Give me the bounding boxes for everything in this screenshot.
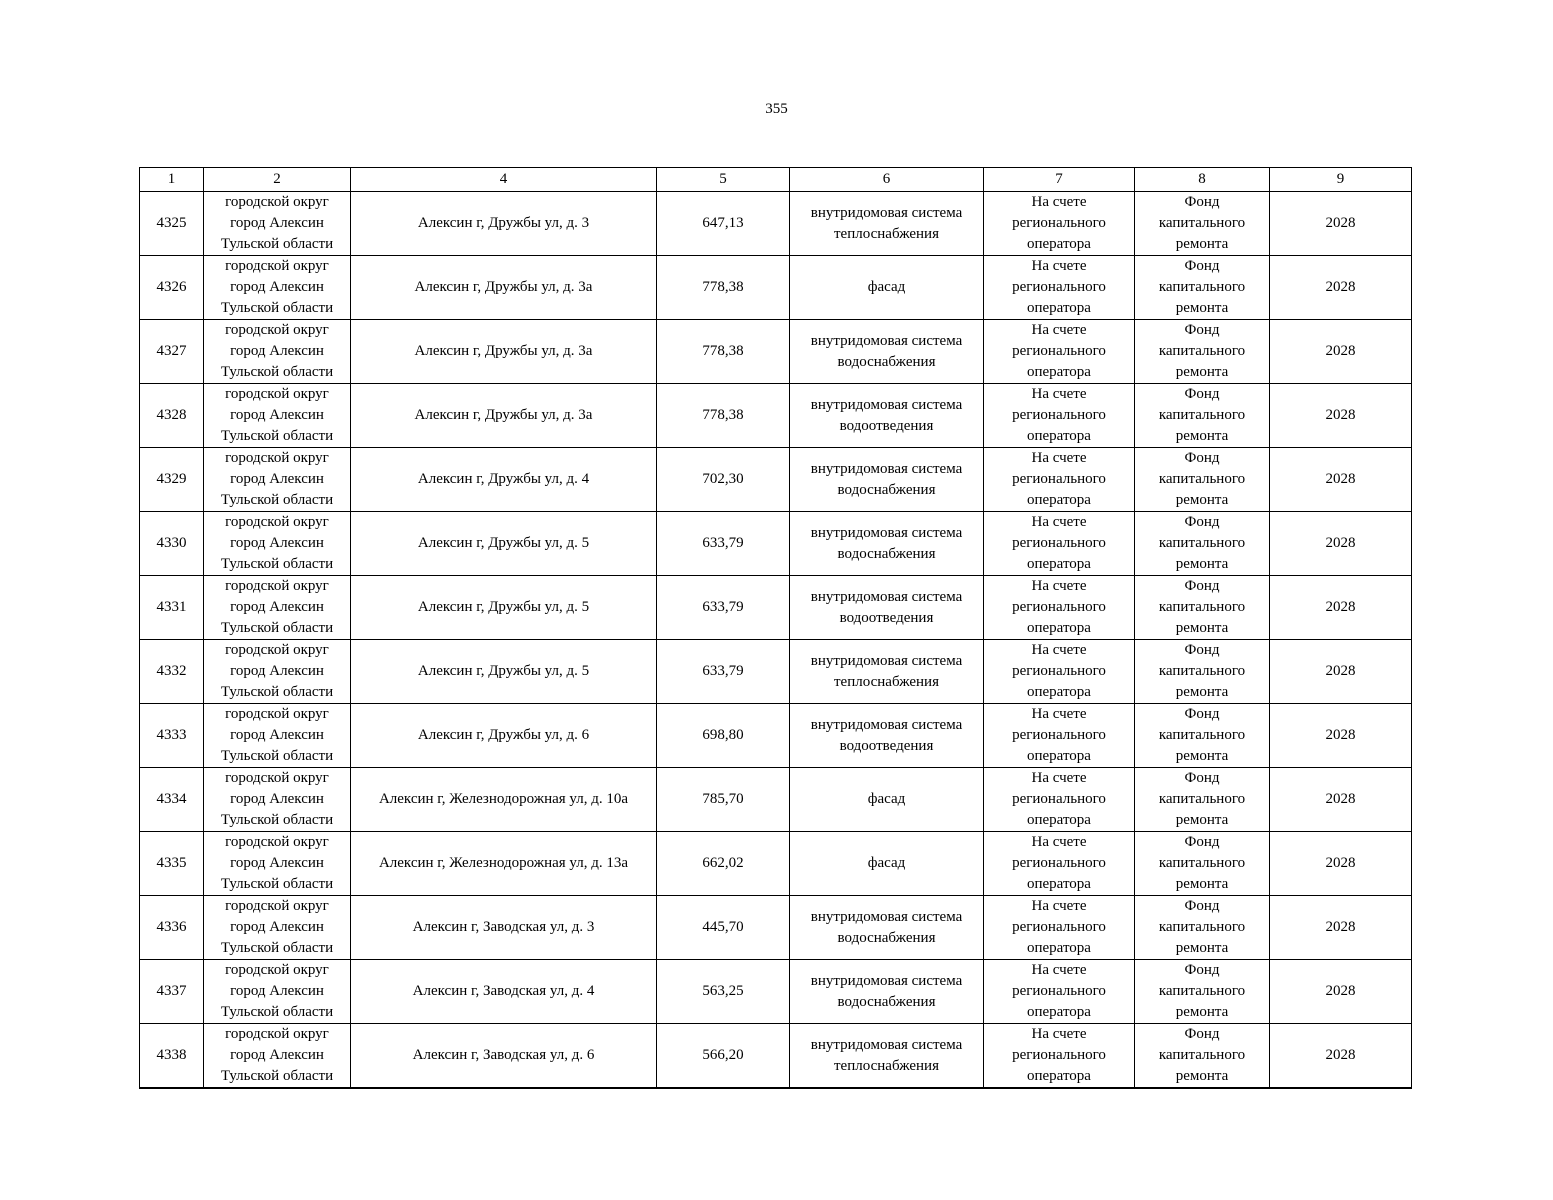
table-row <box>140 960 1412 1024</box>
funding-source-cell-line: ремонта <box>1175 684 1229 700</box>
account-method-cell <box>984 704 1135 768</box>
account-method-cell-line: регионального <box>1012 535 1106 551</box>
municipality-cell-line: город Алексин <box>230 215 324 231</box>
work-type-cell-line: водоотведения <box>839 417 934 434</box>
funding-source-cell-line: ремонта <box>1175 940 1229 956</box>
funding-source-cell <box>1135 1024 1270 1089</box>
account-method-cell-line: регионального <box>1012 1047 1106 1063</box>
municipality-cell-line: городской округ <box>225 578 329 594</box>
funding-source-cell-line: капитального <box>1158 1047 1246 1063</box>
table-row <box>140 320 1412 384</box>
address-cell: Алексин г, Дружбы ул, д. 3 <box>351 192 657 256</box>
municipality-cell <box>204 320 351 384</box>
year-cell: 2028 <box>1270 640 1412 704</box>
funding-source-cell <box>1135 896 1270 960</box>
municipality-cell-line: Тульской области <box>220 876 334 892</box>
municipality-cell-line: Тульской области <box>220 492 334 508</box>
municipality-cell-line: Тульской области <box>220 748 334 764</box>
municipality-cell-line: городской округ <box>225 194 329 210</box>
funding-source-cell-line: ремонта <box>1175 556 1229 572</box>
municipality-cell <box>204 576 351 640</box>
municipality-cell <box>204 768 351 832</box>
work-type-cell <box>790 576 984 640</box>
account-method-cell-line: оператора <box>1027 1004 1091 1020</box>
funding-source-cell-line: ремонта <box>1175 748 1229 764</box>
address-cell: Алексин г, Дружбы ул, д. 5 <box>351 640 657 704</box>
account-method-cell <box>984 768 1135 832</box>
row-number-cell: 4329 <box>140 448 204 512</box>
work-type-cell <box>790 896 984 960</box>
municipality-cell-line: городской округ <box>225 258 329 274</box>
funding-source-cell-line: Фонд <box>1184 194 1220 210</box>
column-header: 7 <box>984 168 1135 192</box>
work-type-cell-line: внутридомовая система <box>810 332 963 349</box>
municipality-cell <box>204 448 351 512</box>
work-type-cell-line: водоснабжения <box>837 481 936 498</box>
funding-source-cell <box>1135 192 1270 256</box>
table-row <box>140 832 1412 896</box>
page-number: 355 <box>765 101 788 117</box>
row-number-cell: 4336 <box>140 896 204 960</box>
area-cell: 445,70 <box>657 896 790 960</box>
account-method-cell-line: оператора <box>1027 620 1091 636</box>
work-type-cell-line: внутридомовая система <box>810 460 963 477</box>
municipality-cell-line: Тульской области <box>220 684 334 700</box>
account-method-cell-line: На счете <box>1031 578 1087 594</box>
table-row <box>140 768 1412 832</box>
municipality-cell <box>204 704 351 768</box>
municipality-cell-line: город Алексин <box>230 535 324 551</box>
funding-source-cell-line: Фонд <box>1184 322 1220 338</box>
work-type-cell-line: водоснабжения <box>837 993 936 1010</box>
account-method-cell-line: регионального <box>1012 727 1106 743</box>
account-method-cell-line: На счете <box>1031 1026 1087 1042</box>
year-cell: 2028 <box>1270 1024 1412 1089</box>
account-method-cell <box>984 512 1135 576</box>
funding-source-cell <box>1135 832 1270 896</box>
account-method-cell <box>984 640 1135 704</box>
column-header: 5 <box>657 168 790 192</box>
work-type-cell-line: водоотведения <box>839 737 934 754</box>
column-header: 2 <box>204 168 351 192</box>
municipality-cell <box>204 960 351 1024</box>
year-cell: 2028 <box>1270 448 1412 512</box>
funding-source-cell <box>1135 704 1270 768</box>
address-cell: Алексин г, Дружбы ул, д. 4 <box>351 448 657 512</box>
municipality-cell-line: городской округ <box>225 834 329 850</box>
municipality-cell <box>204 832 351 896</box>
funding-source-cell-line: ремонта <box>1175 1068 1229 1084</box>
account-method-cell-line: регионального <box>1012 919 1106 935</box>
work-type-cell-line: фасад <box>867 279 906 295</box>
account-method-cell-line: оператора <box>1027 556 1091 572</box>
municipality-cell-line: Тульской области <box>220 428 334 444</box>
column-header: 1 <box>140 168 204 192</box>
row-number-cell: 4330 <box>140 512 204 576</box>
account-method-cell <box>984 576 1135 640</box>
account-method-cell-line: регионального <box>1012 791 1106 807</box>
municipality-cell-line: город Алексин <box>230 855 324 871</box>
account-method-cell-line: регионального <box>1012 599 1106 615</box>
work-type-cell-line: водоснабжения <box>837 545 936 562</box>
account-method-cell-line: оператора <box>1027 684 1091 700</box>
municipality-cell-line: городской округ <box>225 1026 329 1042</box>
funding-source-cell-line: ремонта <box>1175 812 1229 828</box>
year-cell: 2028 <box>1270 384 1412 448</box>
municipality-cell-line: городской округ <box>225 386 329 402</box>
municipality-cell-line: город Алексин <box>230 727 324 743</box>
municipality-cell-line: городской округ <box>225 770 329 786</box>
column-header: 8 <box>1135 168 1270 192</box>
funding-source-cell-line: ремонта <box>1175 492 1229 508</box>
work-type-cell <box>790 192 984 256</box>
funding-source-cell-line: Фонд <box>1184 450 1220 466</box>
municipality-cell-line: город Алексин <box>230 1047 324 1063</box>
municipality-cell-line: город Алексин <box>230 663 324 679</box>
account-method-cell <box>984 256 1135 320</box>
funding-source-cell-line: капитального <box>1158 343 1246 359</box>
row-number-cell: 4334 <box>140 768 204 832</box>
funding-source-cell <box>1135 256 1270 320</box>
municipality-cell <box>204 384 351 448</box>
work-type-cell-line: водоснабжения <box>837 929 936 946</box>
municipality-cell-line: Тульской области <box>220 940 334 956</box>
column-header: 4 <box>351 168 657 192</box>
address-cell: Алексин г, Дружбы ул, д. 6 <box>351 704 657 768</box>
funding-source-cell-line: ремонта <box>1175 1004 1229 1020</box>
area-cell: 778,38 <box>657 320 790 384</box>
header-row <box>140 168 1412 192</box>
account-method-cell-line: оператора <box>1027 812 1091 828</box>
funding-source-cell-line: ремонта <box>1175 300 1229 316</box>
area-cell: 633,79 <box>657 576 790 640</box>
account-method-cell-line: На счете <box>1031 514 1087 530</box>
area-cell: 778,38 <box>657 256 790 320</box>
year-cell: 2028 <box>1270 576 1412 640</box>
table-row <box>140 512 1412 576</box>
table-row <box>140 256 1412 320</box>
address-cell: Алексин г, Железнодорожная ул, д. 13а <box>351 832 657 896</box>
account-method-cell <box>984 320 1135 384</box>
account-method-cell-line: На счете <box>1031 194 1087 210</box>
account-method-cell-line: регионального <box>1012 663 1106 679</box>
column-header: 6 <box>790 168 984 192</box>
row-number-cell: 4327 <box>140 320 204 384</box>
row-number-cell: 4337 <box>140 960 204 1024</box>
funding-source-cell <box>1135 512 1270 576</box>
municipality-cell-line: городской округ <box>225 962 329 978</box>
row-number-cell: 4335 <box>140 832 204 896</box>
work-type-cell-line: теплоснабжения <box>834 225 939 242</box>
table-row <box>140 1024 1412 1089</box>
account-method-cell-line: оператора <box>1027 428 1091 444</box>
account-method-cell-line: регионального <box>1012 471 1106 487</box>
account-method-cell-line: На счете <box>1031 898 1087 914</box>
table-row <box>140 704 1412 768</box>
account-method-cell-line: оператора <box>1027 236 1091 252</box>
area-cell: 633,79 <box>657 640 790 704</box>
funding-source-cell-line: Фонд <box>1184 386 1220 402</box>
municipality-cell <box>204 1024 351 1089</box>
table-row <box>140 896 1412 960</box>
year-cell: 2028 <box>1270 256 1412 320</box>
funding-source-cell-line: капитального <box>1158 791 1246 807</box>
municipality-cell-line: городской округ <box>225 514 329 530</box>
account-method-cell-line: На счете <box>1031 706 1087 722</box>
account-method-cell <box>984 448 1135 512</box>
funding-source-cell-line: капитального <box>1158 535 1246 551</box>
municipality-cell <box>204 256 351 320</box>
municipality-cell-line: городской округ <box>225 322 329 338</box>
work-type-cell-line: фасад <box>867 855 906 871</box>
work-type-cell-line: внутридомовая система <box>810 652 963 669</box>
row-number-cell: 4333 <box>140 704 204 768</box>
work-type-cell-line: внутридомовая система <box>810 716 963 733</box>
municipality-cell <box>204 512 351 576</box>
account-method-cell <box>984 384 1135 448</box>
municipality-cell-line: Тульской области <box>220 300 334 316</box>
municipality-cell-line: город Алексин <box>230 599 324 615</box>
account-method-cell <box>984 896 1135 960</box>
funding-source-cell <box>1135 640 1270 704</box>
funding-source-cell-line: ремонта <box>1175 236 1229 252</box>
row-number-cell: 4338 <box>140 1024 204 1089</box>
account-method-cell-line: оператора <box>1027 364 1091 380</box>
area-cell: 566,20 <box>657 1024 790 1089</box>
table-row <box>140 576 1412 640</box>
municipality-cell-line: Тульской области <box>220 812 334 828</box>
account-method-cell <box>984 960 1135 1024</box>
municipality-cell-line: Тульской области <box>220 556 334 572</box>
work-type-cell <box>790 768 984 832</box>
funding-source-cell-line: капитального <box>1158 983 1246 999</box>
municipality-cell-line: город Алексин <box>230 791 324 807</box>
address-cell: Алексин г, Заводская ул, д. 6 <box>351 1024 657 1089</box>
work-type-cell <box>790 512 984 576</box>
funding-source-cell-line: Фонд <box>1184 514 1220 530</box>
funding-source-cell-line: Фонд <box>1184 706 1220 722</box>
account-method-cell-line: регионального <box>1012 983 1106 999</box>
municipality-cell-line: Тульской области <box>220 620 334 636</box>
municipality-cell-line: городской округ <box>225 642 329 658</box>
work-type-cell <box>790 832 984 896</box>
municipality-cell-line: Тульской области <box>220 236 334 252</box>
area-cell: 647,13 <box>657 192 790 256</box>
table-row <box>140 192 1412 256</box>
account-method-cell-line: На счете <box>1031 450 1087 466</box>
municipality-cell-line: городской округ <box>225 450 329 466</box>
funding-source-cell-line: Фонд <box>1184 962 1220 978</box>
funding-source-cell-line: капитального <box>1158 279 1246 295</box>
account-method-cell <box>984 1024 1135 1089</box>
account-method-cell <box>984 192 1135 256</box>
municipality-cell <box>204 640 351 704</box>
municipality-cell-line: город Алексин <box>230 407 324 423</box>
work-type-cell <box>790 704 984 768</box>
address-cell: Алексин г, Дружбы ул, д. 3а <box>351 384 657 448</box>
work-type-cell-line: внутридомовая система <box>810 908 963 925</box>
funding-source-cell <box>1135 320 1270 384</box>
area-cell: 702,30 <box>657 448 790 512</box>
work-type-cell-line: теплоснабжения <box>834 673 939 690</box>
municipality-cell-line: Тульской области <box>220 1004 334 1020</box>
funding-source-cell-line: Фонд <box>1184 898 1220 914</box>
row-number-cell: 4328 <box>140 384 204 448</box>
funding-source-cell-line: Фонд <box>1184 578 1220 594</box>
municipality-cell-line: Тульской области <box>220 1068 334 1084</box>
account-method-cell-line: На счете <box>1031 322 1087 338</box>
year-cell: 2028 <box>1270 768 1412 832</box>
work-type-cell-line: внутридомовая система <box>810 972 963 989</box>
work-type-cell-line: внутридомовая система <box>810 204 963 221</box>
table-row <box>140 448 1412 512</box>
year-cell: 2028 <box>1270 960 1412 1024</box>
funding-source-cell-line: капитального <box>1158 855 1246 871</box>
funding-source-cell-line: капитального <box>1158 919 1246 935</box>
address-cell: Алексин г, Заводская ул, д. 4 <box>351 960 657 1024</box>
work-type-cell <box>790 384 984 448</box>
account-method-cell-line: регионального <box>1012 279 1106 295</box>
area-cell: 785,70 <box>657 768 790 832</box>
address-cell: Алексин г, Железнодорожная ул, д. 10а <box>351 768 657 832</box>
column-header: 9 <box>1270 168 1412 192</box>
year-cell: 2028 <box>1270 320 1412 384</box>
work-type-cell <box>790 448 984 512</box>
funding-source-cell <box>1135 768 1270 832</box>
capital-repair-table <box>139 167 1412 1089</box>
funding-source-cell <box>1135 384 1270 448</box>
municipality-cell <box>204 896 351 960</box>
year-cell: 2028 <box>1270 192 1412 256</box>
account-method-cell-line: оператора <box>1027 748 1091 764</box>
work-type-cell <box>790 1024 984 1089</box>
account-method-cell-line: регионального <box>1012 215 1106 231</box>
table-row <box>140 640 1412 704</box>
municipality-cell <box>204 192 351 256</box>
work-type-cell-line: внутридомовая система <box>810 588 963 605</box>
address-cell: Алексин г, Дружбы ул, д. 5 <box>351 576 657 640</box>
account-method-cell-line: регионального <box>1012 343 1106 359</box>
area-cell: 698,80 <box>657 704 790 768</box>
funding-source-cell-line: Фонд <box>1184 1026 1220 1042</box>
work-type-cell-line: теплоснабжения <box>834 1057 939 1074</box>
year-cell: 2028 <box>1270 896 1412 960</box>
row-number-cell: 4326 <box>140 256 204 320</box>
account-method-cell-line: оператора <box>1027 492 1091 508</box>
table-row <box>140 384 1412 448</box>
municipality-cell-line: городской округ <box>225 898 329 914</box>
municipality-cell-line: город Алексин <box>230 471 324 487</box>
municipality-cell-line: город Алексин <box>230 919 324 935</box>
year-cell: 2028 <box>1270 512 1412 576</box>
funding-source-cell-line: ремонта <box>1175 428 1229 444</box>
funding-source-cell-line: Фонд <box>1184 770 1220 786</box>
account-method-cell-line: На счете <box>1031 386 1087 402</box>
funding-source-cell-line: Фонд <box>1184 258 1220 274</box>
funding-source-cell-line: капитального <box>1158 407 1246 423</box>
area-cell: 662,02 <box>657 832 790 896</box>
work-type-cell-line: фасад <box>867 791 906 807</box>
work-type-cell <box>790 640 984 704</box>
year-cell: 2028 <box>1270 704 1412 768</box>
account-method-cell-line: На счете <box>1031 642 1087 658</box>
funding-source-cell-line: капитального <box>1158 727 1246 743</box>
address-cell: Алексин г, Заводская ул, д. 3 <box>351 896 657 960</box>
table-body <box>140 192 1412 1089</box>
funding-source-cell <box>1135 960 1270 1024</box>
account-method-cell-line: оператора <box>1027 1068 1091 1084</box>
municipality-cell-line: Тульской области <box>220 364 334 380</box>
account-method-cell-line: На счете <box>1031 962 1087 978</box>
funding-source-cell-line: ремонта <box>1175 364 1229 380</box>
row-number-cell: 4325 <box>140 192 204 256</box>
area-cell: 563,25 <box>657 960 790 1024</box>
funding-source-cell-line: ремонта <box>1175 620 1229 636</box>
work-type-cell <box>790 320 984 384</box>
funding-source-cell-line: Фонд <box>1184 834 1220 850</box>
work-type-cell-line: водоснабжения <box>837 353 936 370</box>
account-method-cell-line: оператора <box>1027 940 1091 956</box>
work-type-cell <box>790 256 984 320</box>
area-cell: 633,79 <box>657 512 790 576</box>
funding-source-cell <box>1135 448 1270 512</box>
funding-source-cell-line: капитального <box>1158 599 1246 615</box>
funding-source-cell-line: ремонта <box>1175 876 1229 892</box>
work-type-cell-line: внутридомовая система <box>810 524 963 541</box>
row-number-cell: 4331 <box>140 576 204 640</box>
funding-source-cell-line: капитального <box>1158 471 1246 487</box>
address-cell: Алексин г, Дружбы ул, д. 3а <box>351 320 657 384</box>
municipality-cell-line: город Алексин <box>230 279 324 295</box>
municipality-cell-line: город Алексин <box>230 343 324 359</box>
funding-source-cell-line: капитального <box>1158 663 1246 679</box>
funding-source-cell-line: Фонд <box>1184 642 1220 658</box>
work-type-cell-line: внутридомовая система <box>810 1036 963 1053</box>
work-type-cell-line: водоотведения <box>839 609 934 626</box>
row-number-cell: 4332 <box>140 640 204 704</box>
account-method-cell-line: регионального <box>1012 855 1106 871</box>
year-cell: 2028 <box>1270 832 1412 896</box>
account-method-cell-line: На счете <box>1031 770 1087 786</box>
address-cell: Алексин г, Дружбы ул, д. 3а <box>351 256 657 320</box>
municipality-cell-line: городской округ <box>225 706 329 722</box>
account-method-cell-line: оператора <box>1027 300 1091 316</box>
account-method-cell-line: На счете <box>1031 258 1087 274</box>
funding-source-cell-line: капитального <box>1158 215 1246 231</box>
account-method-cell-line: оператора <box>1027 876 1091 892</box>
address-cell: Алексин г, Дружбы ул, д. 5 <box>351 512 657 576</box>
work-type-cell <box>790 960 984 1024</box>
account-method-cell-line: На счете <box>1031 834 1087 850</box>
funding-source-cell <box>1135 576 1270 640</box>
account-method-cell <box>984 832 1135 896</box>
area-cell: 778,38 <box>657 384 790 448</box>
account-method-cell-line: регионального <box>1012 407 1106 423</box>
municipality-cell-line: город Алексин <box>230 983 324 999</box>
work-type-cell-line: внутридомовая система <box>810 396 963 413</box>
